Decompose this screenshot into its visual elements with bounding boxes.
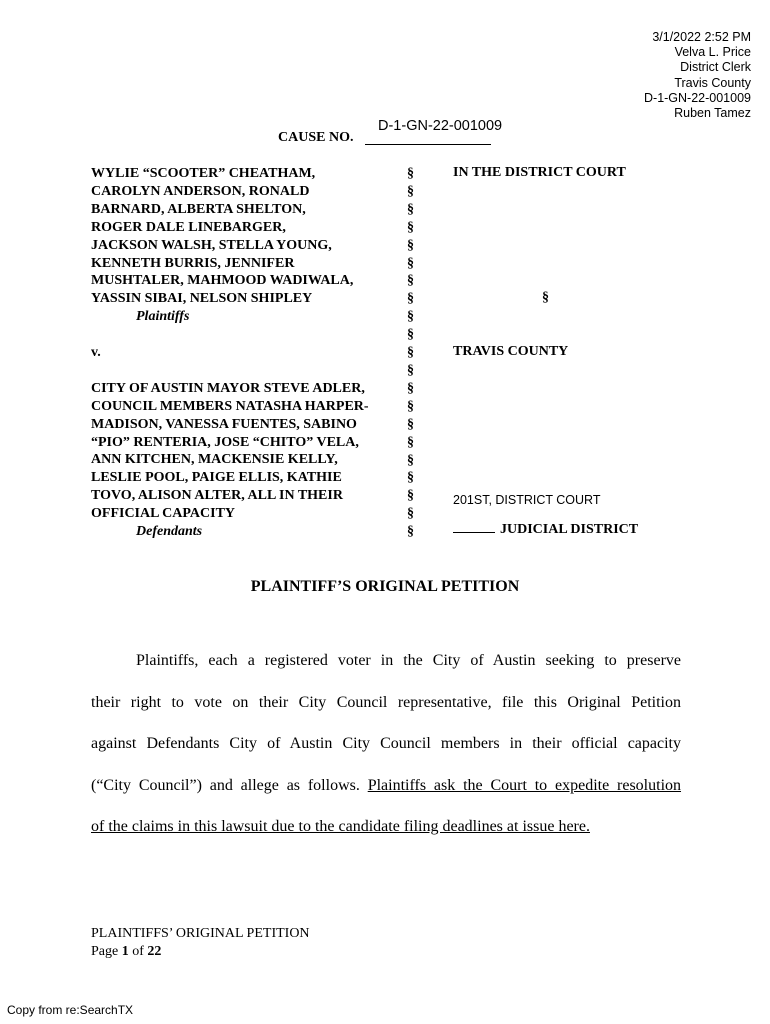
paragraph-line [91, 765, 681, 807]
stamp-cause-number: D-1-GN-22-001009 [644, 90, 751, 105]
stamp-datetime: 3/1/2022 2:52 PM [652, 30, 751, 44]
paragraph-line: their right to vote on their City Council representative, file this Original Petition [91, 693, 681, 711]
section-symbol: § [407, 166, 414, 181]
section-symbol: § [407, 506, 414, 522]
paragraph-line: Plaintiffs, each a registered voter in the City of Austin seeking to preserve [136, 652, 681, 669]
page-footer [91, 925, 310, 961]
defendant-line: TOVO, ALISON ALTER, ALL IN THEIR [91, 488, 343, 504]
section-symbol: § [407, 488, 414, 504]
caption-spacer [91, 362, 401, 380]
section-symbol: § [407, 183, 414, 199]
cause-number-underline [365, 144, 491, 145]
section-symbol: § [407, 524, 414, 540]
defendants-role: Defendants [136, 524, 203, 540]
document-title: PLAINTIFF’S ORIGINAL PETITION [250, 578, 520, 595]
court-section-symbol: § [542, 290, 549, 305]
plaintiff-line: CAROLYN ANDERSON, RONALD [91, 183, 310, 199]
plaintiff-line: JACKSON WALSH, STELLA YOUNG, [91, 237, 332, 253]
page-number: 1 [121, 944, 129, 959]
page-indicator [91, 943, 310, 961]
section-symbol: § [407, 380, 414, 396]
defendant-line: ANN KITCHEN, MACKENSIE KELLY, [91, 452, 338, 468]
cause-label: CAUSE NO. [278, 130, 354, 145]
stamp-county: Travis County [674, 75, 751, 90]
defendant-line: CITY OF AUSTIN MAYOR STEVE ADLER, [91, 380, 365, 396]
judicial-district-label: JUDICIAL DISTRICT [500, 522, 639, 537]
stamp-clerk-title: District Clerk [680, 60, 751, 75]
section-symbol: § [407, 345, 414, 361]
judicial-district-line [453, 522, 638, 538]
cause-number: D-1-GN-22-001009 [378, 118, 503, 134]
plaintiff-line: MUSHTALER, MAHMOOD WADIWALA, [91, 273, 354, 289]
expedite-request-text: Plaintiffs ask the Court to expedite resolution [367, 776, 682, 794]
section-symbol: § [407, 273, 414, 289]
court-label: IN THE DISTRICT COURT [453, 165, 626, 180]
section-symbol: § [407, 255, 414, 271]
section-symbol: § [407, 470, 414, 486]
section-symbol: § [407, 309, 414, 325]
versus-label: v. [91, 345, 101, 361]
section-symbol: § [407, 327, 414, 343]
clerk-file-stamp [551, 30, 751, 121]
section-symbol: § [407, 362, 414, 378]
filled-court-number: 201ST, DISTRICT COURT [453, 493, 601, 507]
of-word: of [132, 944, 144, 959]
section-symbol: § [407, 398, 414, 414]
stamp-clerk-name: Velva L. Price [674, 45, 751, 60]
judicial-district-blank [453, 532, 495, 533]
plaintiff-line: BARNARD, ALBERTA SHELTON, [91, 201, 306, 217]
plaintiff-line: KENNETH BURRIS, JENNIFER [91, 255, 295, 271]
section-symbol: § [407, 219, 414, 235]
section-symbol-column [407, 165, 417, 541]
defendant-line: LESLIE POOL, PAIGE ELLIS, KATHIE [91, 470, 342, 486]
section-symbol: § [407, 416, 414, 432]
stamp-deputy: Ruben Tamez [674, 106, 751, 121]
plaintiff-line: YASSIN SIBAI, NELSON SHIPLEY [91, 291, 313, 307]
total-pages: 22 [147, 944, 162, 959]
page-word: Page [91, 944, 119, 959]
source-watermark: Copy from re:SearchTX [7, 1003, 134, 1017]
defendant-line: “PIO” RENTERIA, JOSE “CHITO” VELA, [91, 434, 359, 450]
paragraph-text: (“City Council”) and allege as follows. [91, 776, 360, 794]
defendant-line: OFFICIAL CAPACITY [91, 506, 236, 522]
section-symbol: § [407, 452, 414, 468]
section-symbol: § [407, 237, 414, 253]
section-symbol: § [407, 201, 414, 217]
section-symbol: § [407, 434, 414, 450]
petition-intro-paragraph [91, 640, 681, 848]
section-symbol: § [407, 291, 414, 307]
plaintiff-line: WYLIE “SCOOTER” CHEATHAM, [91, 166, 316, 181]
plaintiff-line: ROGER DALE LINEBARGER, [91, 219, 286, 235]
plaintiffs-role: Plaintiffs [136, 309, 190, 325]
expedite-request-continued: of the claims in this lawsuit due to the candidate filing deadlines at issue here. [91, 818, 590, 835]
caption-spacer [91, 326, 401, 344]
defendant-line: MADISON, VANESSA FUENTES, SABINO [91, 416, 357, 432]
case-caption-parties [91, 165, 401, 541]
county-label: TRAVIS COUNTY [453, 344, 569, 359]
paragraph-line: against Defendants City of Austin City Council members in their official capacity [91, 735, 681, 752]
footer-title: PLAINTIFFS’ ORIGINAL PETITION [91, 926, 310, 941]
defendant-line: COUNCIL MEMBERS NATASHA HARPER- [91, 398, 369, 414]
